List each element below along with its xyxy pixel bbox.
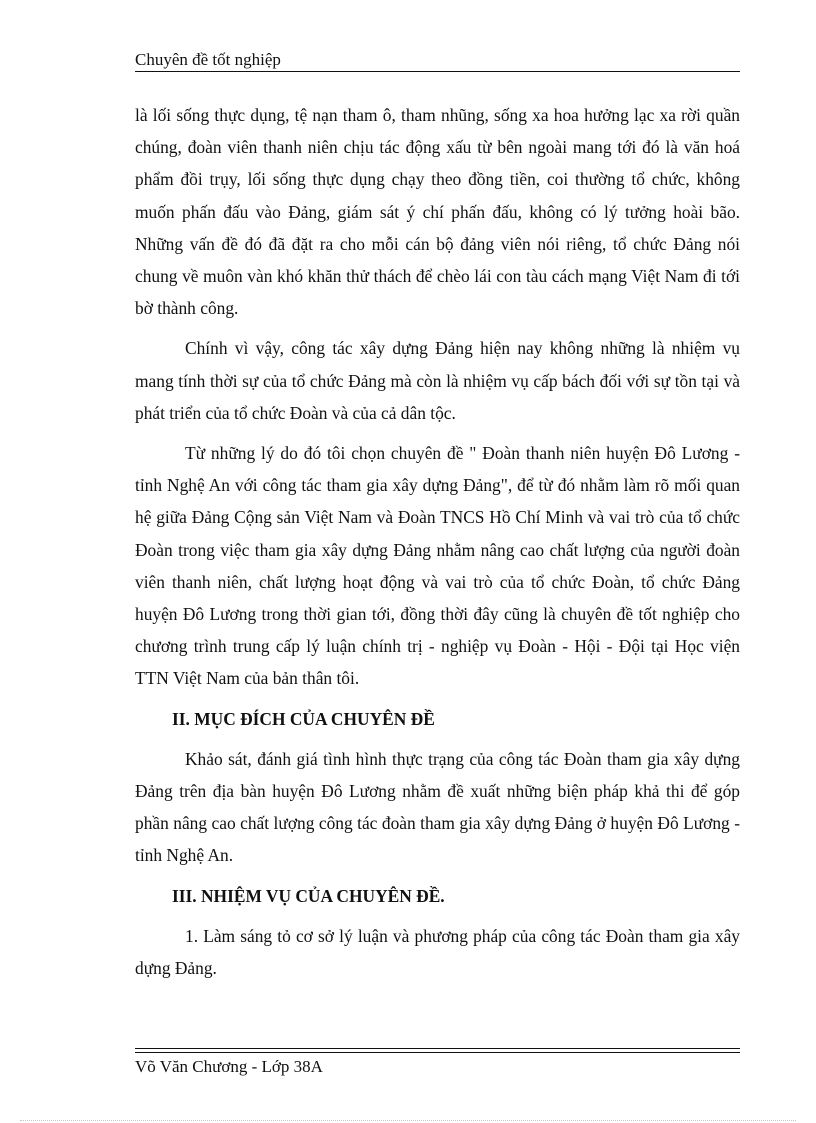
header-divider — [135, 71, 740, 72]
body-paragraph-2: Chính vì vậy, công tác xây dựng Đảng hiện nay không những là nhiệm vụ mang tính thời sự của tổ chức Đảng mà còn là nhiệm vụ cấp bách đối với sự tồn tại và phát triển của tổ chức Đoàn và của cả dân tộc. — [135, 338, 740, 423]
footer-divider-bottom — [135, 1052, 740, 1053]
section-purpose-paragraph: Khảo sát, đánh giá tình hình thực trạng của công tác Đoàn tham gia xây dựng Đảng trên địa bàn huyện Đô Lương nhằm đề xuất những biện pháp khả thi để góp phần nâng cao chất lượng công tác đoàn tham gia xây dựng Đảng ở huyện Đô Lương - tỉnh Nghệ An. — [135, 748, 740, 866]
page-header-title: Chuyên đề tốt nghiệp — [135, 50, 281, 69]
document-body — [135, 99, 740, 992]
section-heading-purpose: II. MỤC ĐÍCH CỦA CHUYÊN ĐỀ — [172, 708, 435, 729]
section-tasks-paragraph: 1. Làm sáng tỏ cơ sở lý luận và phương pháp của công tác Đoàn tham gia xây dựng Đảng. — [135, 925, 740, 979]
section-heading-tasks: III. NHIỆM VỤ CỦA CHUYÊN ĐỀ. — [172, 885, 445, 906]
page-bottom-edge — [20, 1120, 796, 1121]
body-paragraph-1: là lối sống thực dụng, tệ nạn tham ô, tham nhũng, sống xa hoa hưởng lạc xa rời quần chúng, đoàn viên thanh niên chịu tác động xấu từ bên ngoài mang tới đó là văn hoá phẩm đồi trụy, lối sống thực dụng chạy theo đồng tiền, coi thường tổ chức, không muốn phấn đấu vào Đảng, giám sát ý chí phấn đấu, không có lý tưởng hoài bão. Những vấn đề đó đã đặt ra cho mỗi cán bộ đảng viên nói riêng, tổ chức Đảng nói chung về muôn vàn khó khăn thử thách để chèo lái con tàu cách mạng Việt Nam đi tới bờ thành công. — [135, 105, 740, 319]
body-paragraph-3: Từ những lý do đó tôi chọn chuyên đề " Đoàn thanh niên huyện Đô Lương - tỉnh Nghệ An với công tác tham gia xây dựng Đảng", để từ đó nhằm làm rõ mối quan hệ giữa Đảng Cộng sản Việt Nam và Đoàn TNCS Hồ Chí Minh và vai trò của tổ chức Đoàn trong việc tham gia xây dựng Đảng nhằm nâng cao chất lượng của người đoàn viên thanh niên, chất lượng hoạt động và vai trò của tổ chức Đoàn, tổ chức Đảng huyện Đô Lương trong thời gian tới, đồng thời đây cũng là chuyên đề tốt nghiệp cho chương trình trung cấp lý luận chính trị - nghiệp vụ Đoàn - Hội - Đội tại Học viện TTN Việt Nam của bản thân tôi. — [135, 443, 740, 689]
page-footer-author: Võ Văn Chương - Lớp 38A — [135, 1057, 323, 1076]
footer-divider-top — [135, 1048, 740, 1049]
